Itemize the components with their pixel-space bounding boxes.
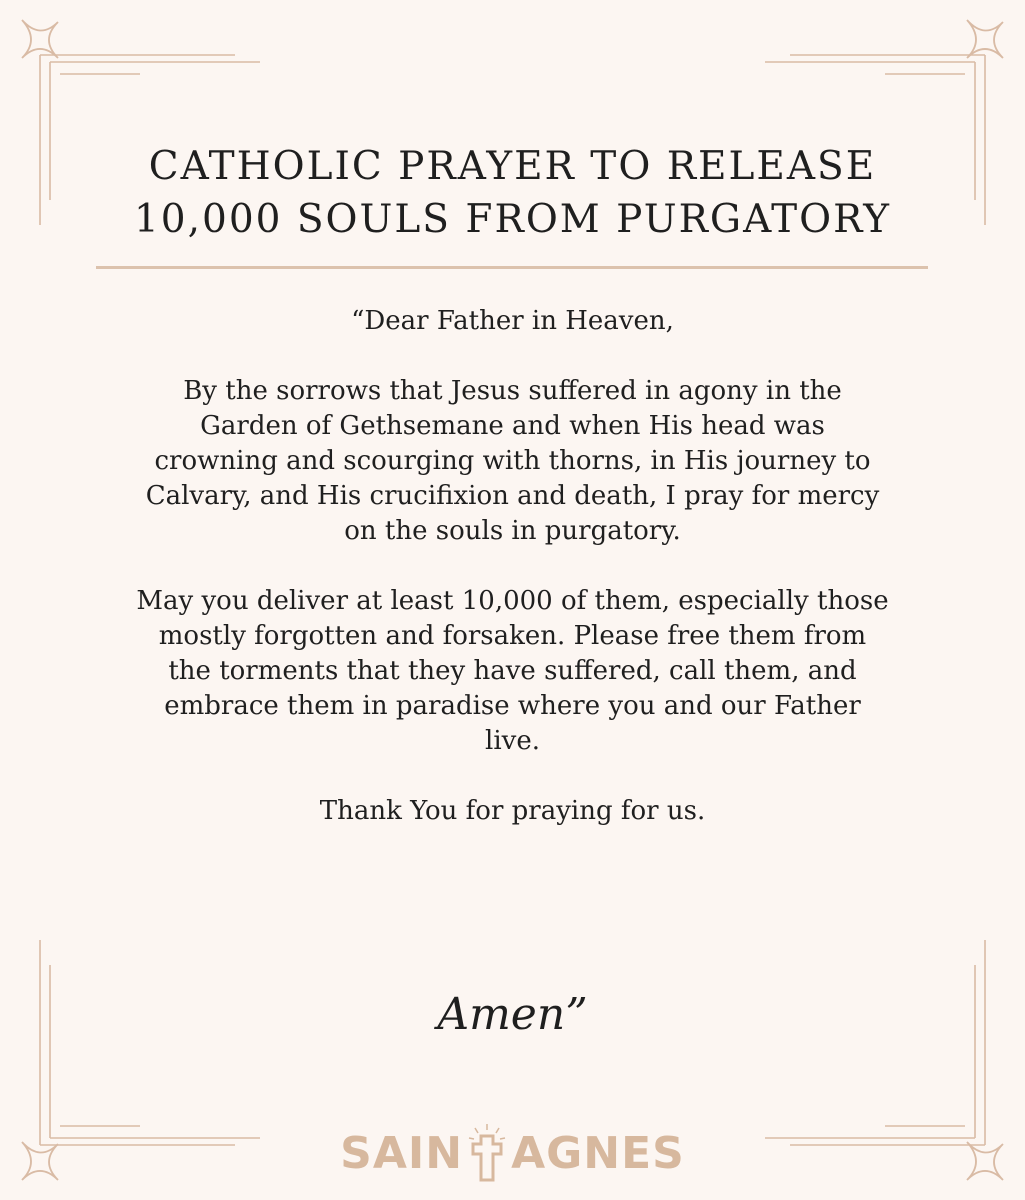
brand-text-right: AGNES [511, 1127, 685, 1179]
text-line: By the sorrows that Jesus suffered in agony in the [183, 376, 842, 406]
text-line: on the souls in purgatory. [344, 516, 681, 546]
closing-amen: Amen” [437, 989, 588, 1040]
text-line: May you deliver at least 10,000 of them, especially those [136, 586, 889, 616]
title-divider [96, 266, 928, 269]
star-icon-top-right [967, 20, 1003, 58]
title-line-1: CATHOLIC PRAYER TO RELEASE [148, 144, 877, 189]
title-line-2: 10,000 SOULS FROM PURGATORY [133, 197, 892, 242]
text-line: Calvary, and His crucifixion and death, I pray for mercy [145, 481, 880, 511]
greeting [95, 304, 930, 339]
cross-icon [465, 1122, 509, 1184]
thanks-text: Thank You for praying for us. [319, 796, 706, 826]
brand-logo [300, 1118, 725, 1188]
star-icon-bottom-left [22, 1142, 58, 1180]
text-line: mostly forgotten and forsaken. Please free them from [158, 621, 867, 651]
greeting-text: “Dear Father in Heaven, [351, 306, 674, 336]
text-line: embrace them in paradise where you and our Father [164, 691, 861, 721]
paragraph-deliver [95, 584, 930, 759]
page-title [60, 140, 965, 246]
text-line: live. [485, 726, 540, 756]
text-line: crowning and scourging with thorns, in His journey to [154, 446, 871, 476]
paragraph-sorrows [95, 374, 930, 549]
star-icon-top-left [22, 20, 58, 58]
thanks [95, 794, 930, 829]
star-icon-bottom-right [967, 1142, 1003, 1180]
text-line: the torments that they have suffered, call them, and [168, 656, 857, 686]
prayer-body [95, 304, 930, 829]
brand-text-left: SAIN [340, 1127, 464, 1179]
text-line: Garden of Gethsemane and when His head was [200, 411, 825, 441]
